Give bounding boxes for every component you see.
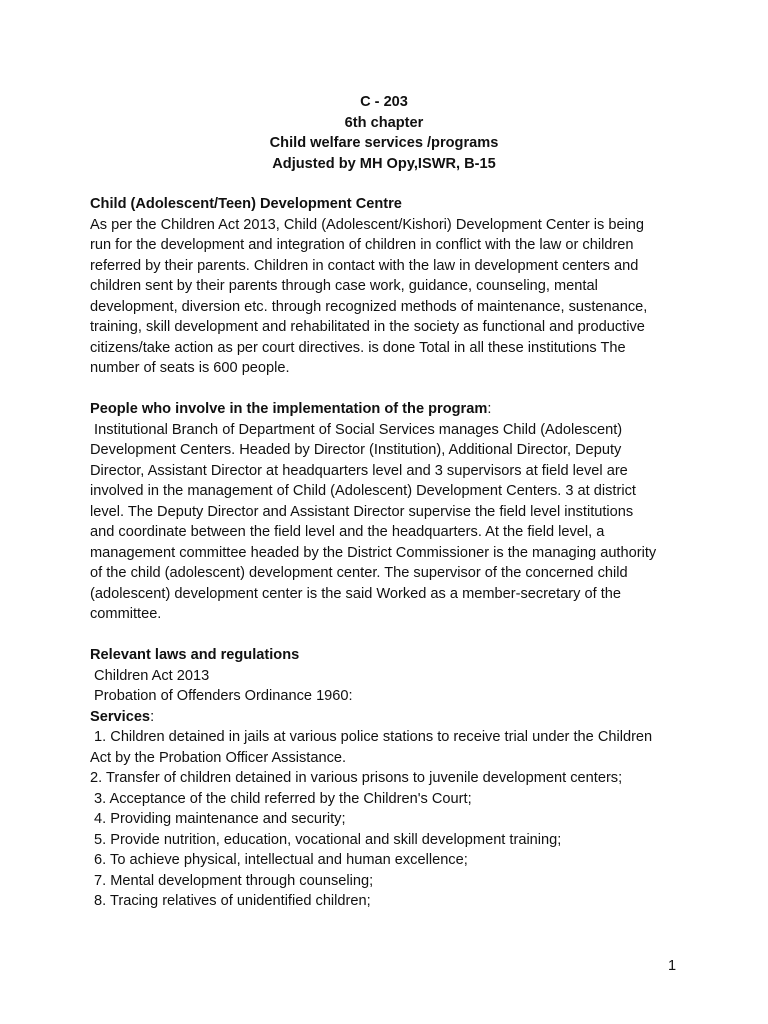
paragraph-line: As per the Children Act 2013, Child (Adolescent/Kishori) Development Center is being [90, 216, 645, 233]
law-item: Children Act 2013 [90, 667, 210, 684]
list-item: Act by the Probation Officer Assistance. [90, 749, 347, 766]
section-heading: People who involve in the implementation of the program [90, 401, 488, 417]
document-body [90, 194, 690, 912]
list-item: 4. Providing maintenance and security; [90, 811, 346, 827]
author-line: Adjusted by MH Opy,ISWR, B-15 [272, 155, 496, 172]
paragraph-line: Development Centers. Headed by Director (Institution), Additional Director, Deputy [90, 442, 622, 458]
document-title: Child welfare services /programs [269, 135, 499, 151]
list-item: 7. Mental development through counseling; [90, 872, 374, 889]
paragraph-line: involved in the management of Child (Adolescent) Development Centers. 3 at district [90, 483, 636, 499]
paragraph-line: training, skill development and rehabilitated in the society as functional and productive [90, 319, 645, 335]
list-item: 6. To achieve physical, intellectual and human excellence; [90, 852, 468, 868]
spacer [90, 625, 690, 646]
page-number: 1 [668, 958, 677, 974]
section-heading-row [90, 399, 690, 420]
paragraph-line: development, diversion etc. through recognized methods of maintenance, sustenance, [90, 298, 648, 315]
list-item: 5. Provide nutrition, education, vocational and skill development training; [90, 831, 562, 848]
paragraph [90, 215, 690, 379]
services-list [90, 727, 690, 912]
paragraph-line: citizens/take action as per court directives. is done Total in all these institutions The [90, 339, 626, 356]
list-item: 2. Transfer of children detained in various prisons to juvenile development centers; [90, 770, 623, 786]
spacer [90, 379, 690, 400]
section-heading: Relevant laws and regulations [90, 647, 300, 663]
document-header [0, 92, 768, 174]
services-heading: Services [90, 708, 151, 725]
paragraph-line: (adolescent) development center is the said Worked as a member-secretary of the [90, 585, 622, 602]
paragraph-line: and coordinate between the field level and the headquarters. At the field level, a [90, 524, 605, 540]
chapter-title: 6th chapter [344, 114, 424, 131]
paragraph-line: committee. [90, 606, 162, 622]
law-item: Probation of Offenders Ordinance 1960: [90, 688, 353, 704]
paragraph-line: of the child (adolescent) development center. The supervisor of the concerned child [90, 565, 628, 581]
paragraph-line: Institutional Branch of Department of Social Services manages Child (Adolescent) [90, 421, 623, 438]
list-item: 8. Tracing relatives of unidentified children; [90, 893, 371, 909]
services-heading-row [90, 707, 690, 728]
paragraph-line: management committee headed by the District Commissioner is the managing authority [90, 544, 657, 561]
list-item: 3. Acceptance of the child referred by the Children's Court; [90, 790, 472, 807]
section-heading: Child (Adolescent/Teen) Development Centre [90, 196, 402, 212]
paragraph-line: children sent by their parents through case work, guidance, counseling, mental [90, 278, 598, 294]
paragraph-line: Director, Assistant Director at headquarters level and 3 supervisors at field level are [90, 462, 628, 479]
paragraph-line: level. The Deputy Director and Assistant Director supervise the field level institutions [90, 503, 634, 520]
paragraph-line: run for the development and integration of children in conflict with the law or children [90, 237, 634, 253]
course-code: C - 203 [360, 94, 408, 110]
heading-colon: : [487, 401, 492, 417]
heading-colon: : [150, 708, 155, 725]
paragraph [90, 420, 690, 625]
paragraph-line: referred by their parents. Children in contact with the law in development centers and [90, 257, 639, 274]
list-item: 1. Children detained in jails at various police stations to receive trial under the Children [90, 729, 653, 745]
paragraph-line: number of seats is 600 people. [90, 360, 290, 376]
